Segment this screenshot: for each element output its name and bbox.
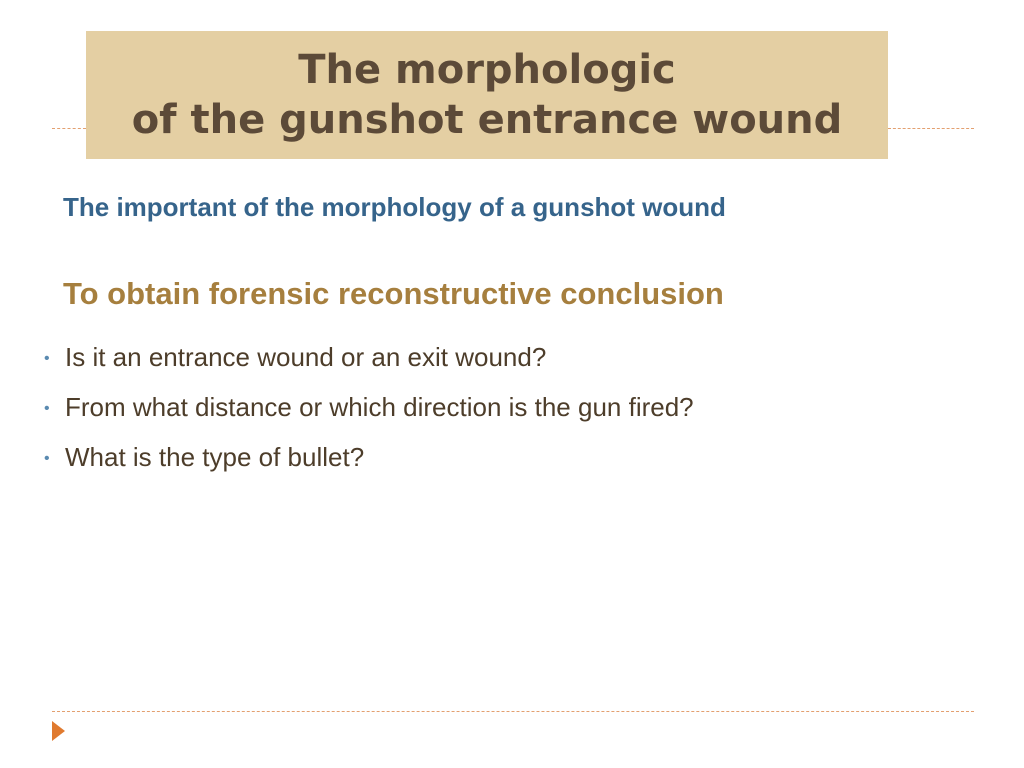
section-heading: To obtain forensic reconstructive conclusion: [63, 276, 724, 311]
bullet-text: What is the type of bullet?: [65, 442, 365, 472]
bottom-divider: [52, 711, 974, 712]
slide-title-line-2: of the gunshot entrance wound: [131, 97, 843, 143]
bullet-item: [44, 392, 694, 442]
top-divider-left: [52, 128, 86, 129]
bullet-dot-icon: •: [44, 400, 50, 417]
slide-title-line-1: The morphologic: [298, 47, 676, 93]
slide-subtitle: The important of the morphology of a gunshot wound: [63, 192, 726, 222]
bullet-text: From what distance or which direction is the gun fired?: [65, 392, 694, 422]
bullet-item: [44, 342, 694, 392]
bullet-text: Is it an entrance wound or an exit wound?: [65, 342, 547, 372]
bullet-list: [44, 342, 694, 492]
bullet-dot-icon: •: [44, 450, 50, 467]
slide-title-box: [86, 31, 888, 159]
bullet-item: [44, 442, 694, 492]
bullet-dot-icon: •: [44, 350, 50, 367]
triangle-right-icon: [52, 721, 65, 741]
top-divider-right: [888, 128, 974, 129]
